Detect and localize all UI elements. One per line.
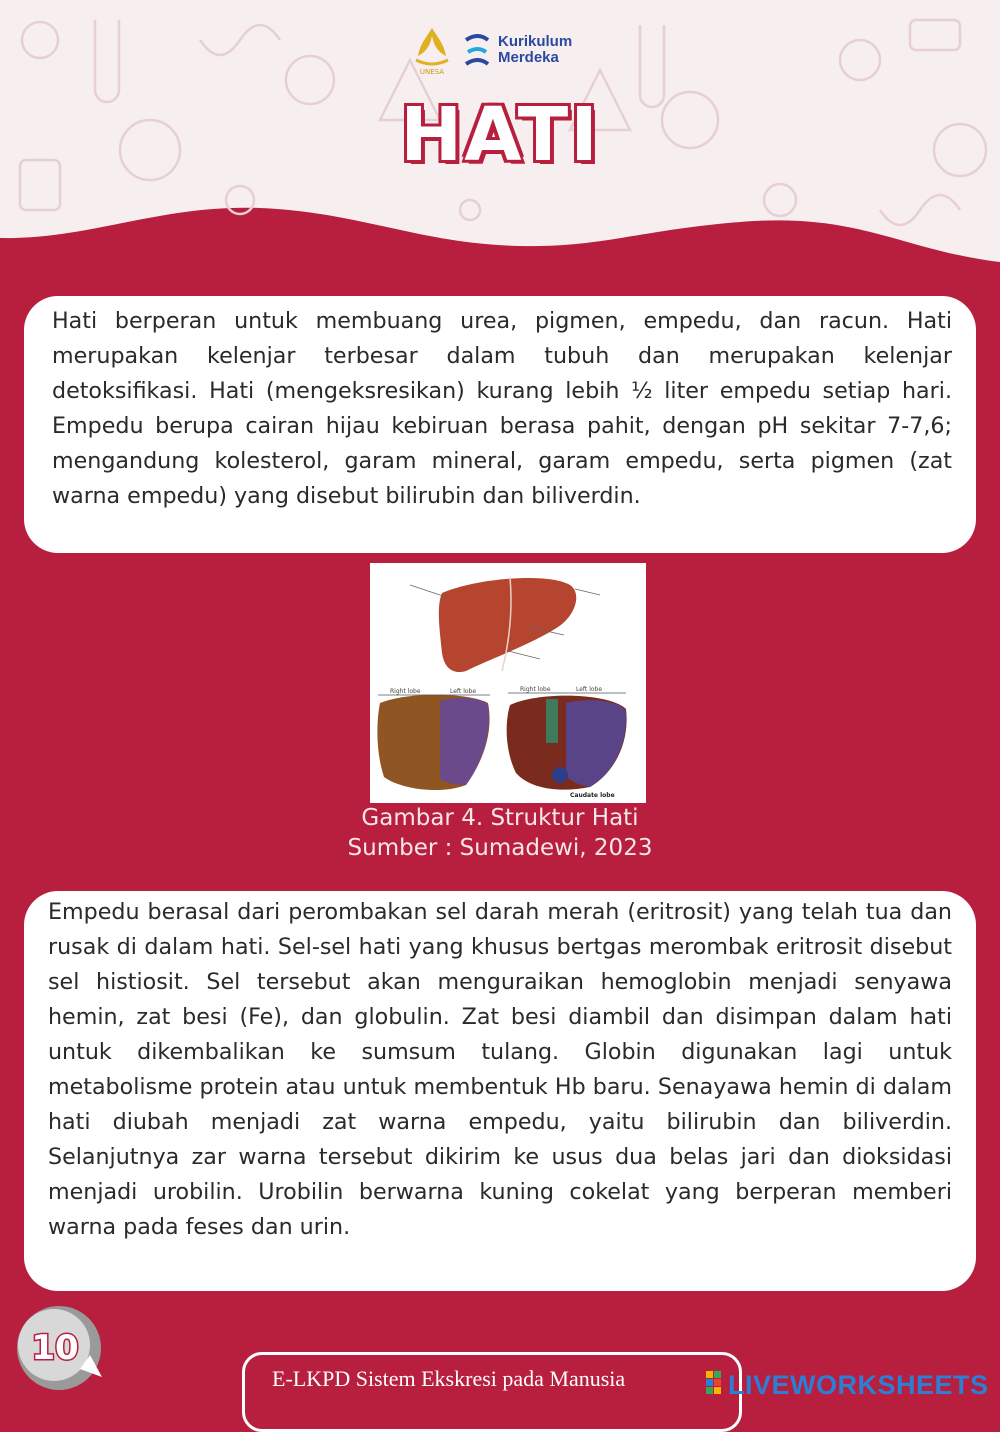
figure-caption: Gambar 4. Struktur Hati (361, 805, 639, 831)
figure-source: Sumber : Sumadewi, 2023 (347, 835, 653, 861)
bile-text-card (24, 891, 976, 1291)
liveworksheets-logo-icon (706, 1371, 722, 1401)
unesa-logo (408, 24, 456, 76)
bile-paragraph: Empedu berasal dari perombakan sel darah merah (eritrosit) yang telah tua dan rusak di dalam hati. Sel-sel hati yang khusus bertgas merombak eritrosit disebut sel histiosit. Sel tersebut akan menguraikan hemoglobin menjadi senyawa hemin, zat besi (Fe), dan globulin. Zat besi diambil dan disimpan dalam hati untuk dikembalikan ke sumsum tulang. Globin digunakan lagi untuk metabolisme protein atau untuk membentuk Hb baru. Senayawa hemin di dalam hati diubah menjadi zat warna empedu, yaitu bilirubin dan biliverdin. Selanjutnya zar warna tersebut dikirim ke usus dua belas jari dan dioksidasi menjadi urobilin. Urobilin berwarna kuning cokelat yang berperan memberi warna pada feses dan urin. (48, 899, 952, 1240)
footer-frame (242, 1352, 742, 1432)
liveworksheets-text: LIVEWORKSHEETS (728, 1370, 989, 1400)
kurikulum-label: Kurikulum (498, 33, 573, 50)
label-caudate-lobe: Caudate lobe (570, 792, 615, 799)
label-right-lobe-1: Right lobe (390, 688, 421, 695)
liveworksheets-watermark (706, 1370, 989, 1401)
kurikulum-merdeka-icon (462, 30, 492, 70)
page-title: HATI (400, 92, 600, 178)
intro-text-card (24, 296, 976, 553)
page-number: 10 (31, 1328, 79, 1368)
kurikulum-merdeka-label (498, 34, 572, 66)
footer-title: E-LKPD Sistem Ekskresi pada Manusia (272, 1366, 626, 1391)
page-number-badge (14, 1303, 104, 1393)
merdeka-label: Merdeka (498, 49, 559, 66)
liver-illustration (370, 563, 646, 803)
liver-structure-figure (370, 563, 646, 803)
label-right-lobe-2: Right lobe (520, 686, 551, 693)
label-left-lobe-1: Left lobe (450, 688, 477, 695)
unesa-logo-label: UNESA (419, 68, 445, 76)
intro-paragraph: Hati berperan untuk membuang urea, pigmen, empedu, dan racun. Hati merupakan kelenjar terbesar dalam tubuh dan merupakan kelenjar detoksifikasi. Hati (mengeksresikan) kurang lebih ½ liter empedu setiap hari. Empedu berupa cairan hijau kebiruan berasa pahit, dengan pH sekitar 7-7,6; mengandung kolesterol, garam mineral, garam empedu, serta pigmen (zat warna empedu) yang disebut bilirubin dan biliverdin. (52, 308, 952, 509)
logo-group (408, 24, 572, 76)
label-left-lobe-2: Left lobe (576, 686, 603, 693)
